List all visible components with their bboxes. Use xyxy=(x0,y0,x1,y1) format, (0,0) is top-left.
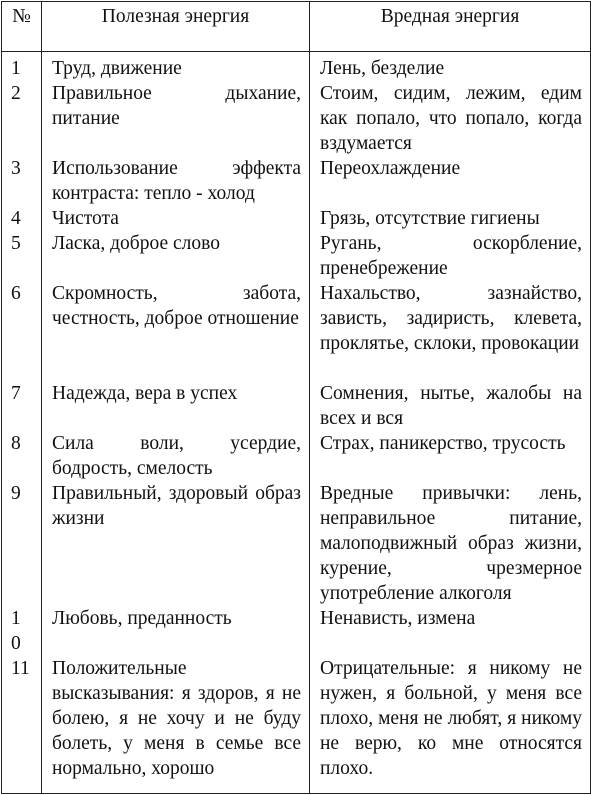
table-row xyxy=(2,431,591,481)
row-number: 9 xyxy=(2,481,42,606)
row-number: 8 xyxy=(2,431,42,481)
useful-cell: Использование эффекта контраста: тепло - холод xyxy=(42,156,310,206)
table-row xyxy=(2,206,591,231)
row-number: 11 xyxy=(2,656,42,794)
useful-cell: Надежда, вера в успех xyxy=(42,381,310,431)
table-header-row xyxy=(2,2,591,52)
useful-cell: Ласка, доброе слово xyxy=(42,231,310,281)
table-row xyxy=(2,656,591,794)
useful-cell: Любовь, преданность xyxy=(42,606,310,656)
table-row xyxy=(2,156,591,206)
table-row xyxy=(2,81,591,156)
harmful-cell: Переохлаждение xyxy=(310,156,591,206)
harmful-cell: Ругань, оскорбление, пренебрежение xyxy=(310,231,591,281)
harmful-cell: Ненависть, измена xyxy=(310,606,591,656)
row-number: 1 0 xyxy=(2,606,42,656)
harmful-cell: Сомнения, нытье, жалобы на всех и вся xyxy=(310,381,591,431)
useful-cell: Сила воли, усердие, бодрость, смелость xyxy=(42,431,310,481)
row-number: 5 xyxy=(2,231,42,281)
header-harmful-energy: Вредная энергия xyxy=(310,2,591,52)
harmful-cell: Вредные привычки: лень, неправильное питание, малоподвижный образ жизни, курение, чрезмерное употребление алкоголя xyxy=(310,481,591,606)
useful-cell: Чистота xyxy=(42,206,310,231)
header-number: № xyxy=(2,2,42,52)
row-number: 2 xyxy=(2,81,42,156)
useful-cell: Труд, движение xyxy=(42,52,310,82)
row-number: 3 xyxy=(2,156,42,206)
header-useful-energy: Полезная энергия xyxy=(42,2,310,52)
table-row xyxy=(2,231,591,281)
useful-cell: Положительные высказывания: я здоров, я не болею, я не хочу и не буду болеть, у меня в семье все нормально, хорошо xyxy=(42,656,310,794)
table-row xyxy=(2,481,591,606)
harmful-cell: Страх, паникерство, трусость xyxy=(310,431,591,481)
table-row xyxy=(2,381,591,431)
harmful-cell: Стоим, сидим, лежим, едим как попало, что попало, когда вздумается xyxy=(310,81,591,156)
row-number: 7 xyxy=(2,381,42,431)
row-number: 1 xyxy=(2,52,42,82)
useful-cell: Скромность, забота, честность, доброе отношение xyxy=(42,281,310,381)
harmful-cell: Грязь, отсутствие гигиены xyxy=(310,206,591,231)
harmful-cell: Отрицательные: я никому не нужен, я больной, у меня все плохо, меня не любят, я никому не верю, ко мне относятся плохо. xyxy=(310,656,591,794)
row-number: 6 xyxy=(2,281,42,381)
table-row xyxy=(2,281,591,381)
table-row xyxy=(2,52,591,82)
useful-cell: Правильный, здоровый образ жизни xyxy=(42,481,310,606)
useful-cell: Правильное дыхание, питание xyxy=(42,81,310,156)
row-number: 4 xyxy=(2,206,42,231)
table-row xyxy=(2,606,591,656)
harmful-cell: Нахальство, зазнайство, зависть, задиристь, клевета, проклятье, склоки, провокации xyxy=(310,281,591,381)
energy-table xyxy=(1,1,591,794)
harmful-cell: Лень, безделие xyxy=(310,52,591,82)
